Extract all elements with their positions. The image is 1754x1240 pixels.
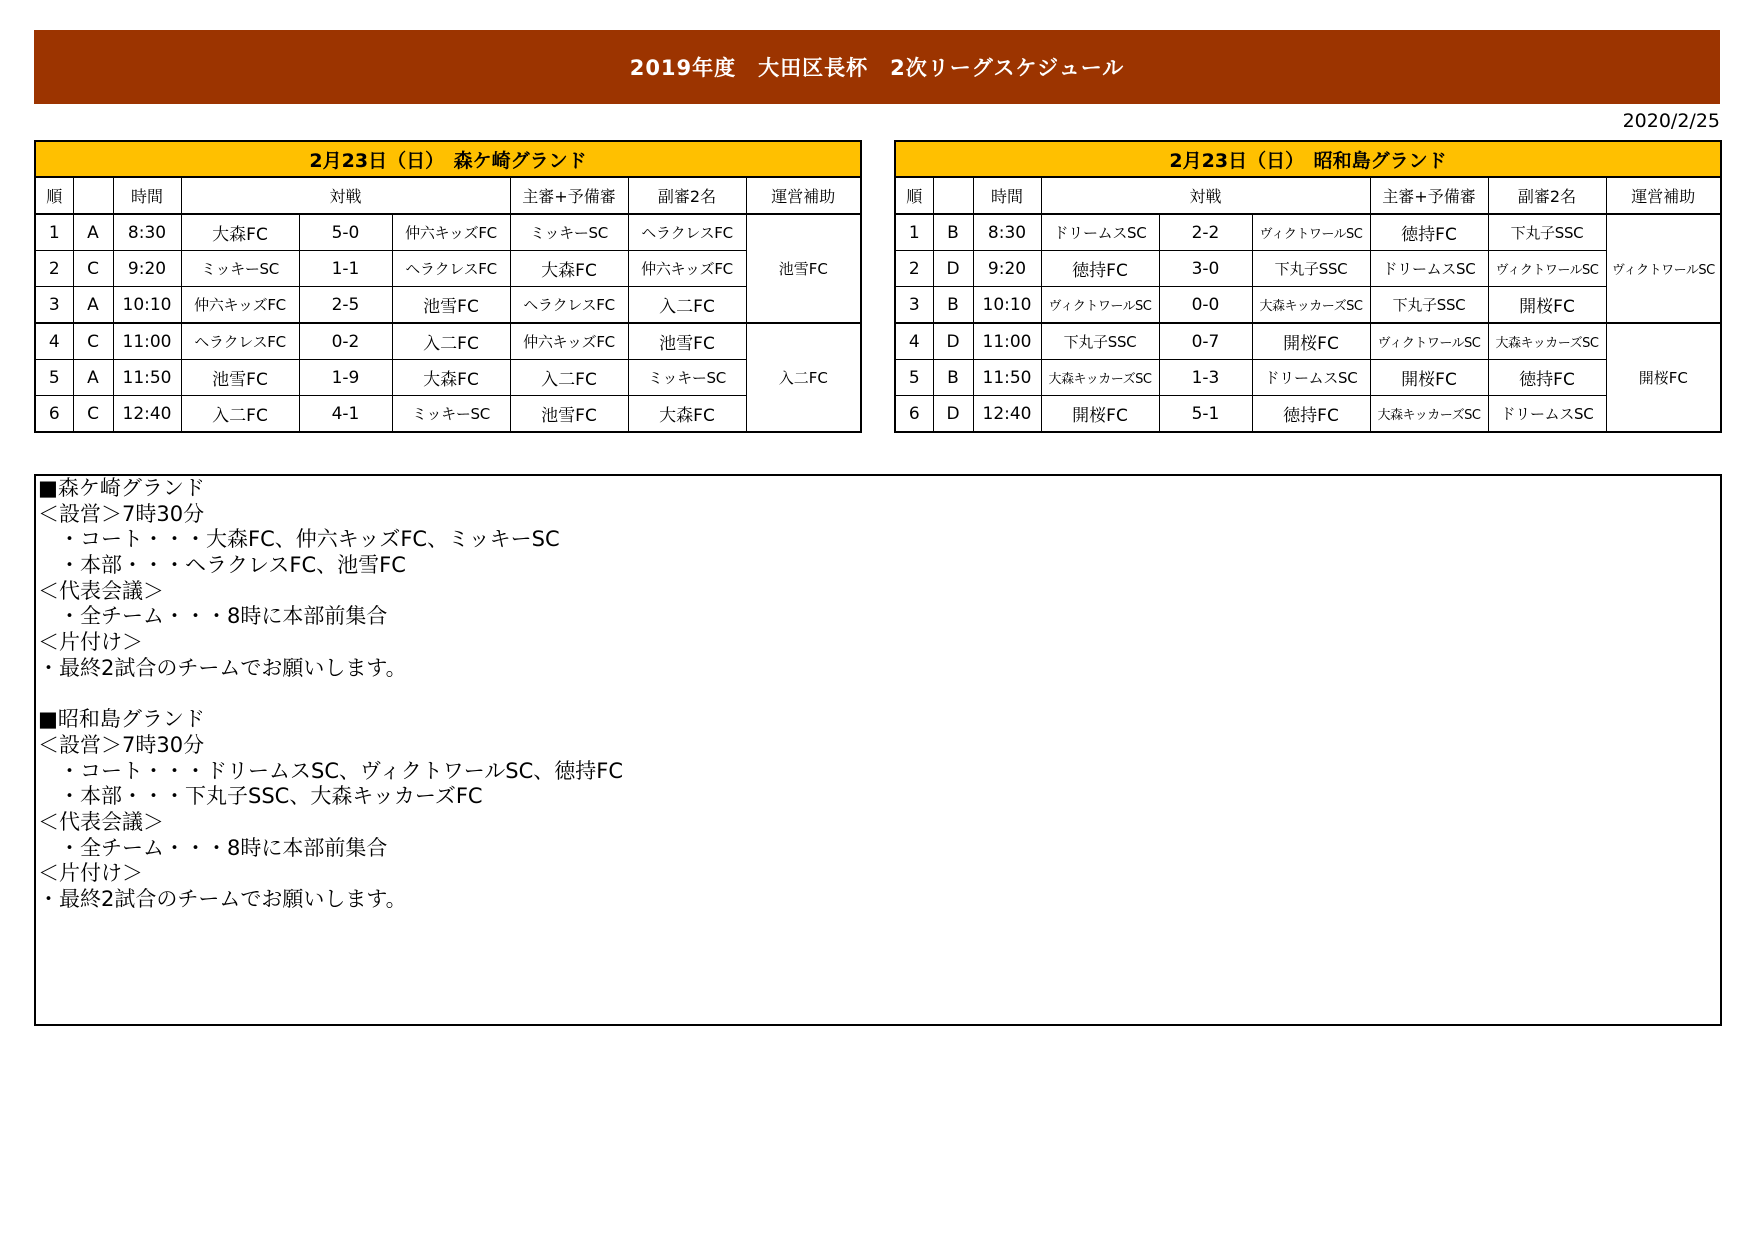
header-time: 時間 (973, 177, 1041, 214)
assistant-referees: 入二FC (628, 287, 746, 324)
match-group: B (933, 214, 973, 251)
support-team: 池雪FC (746, 214, 861, 323)
main-referee: 仲六キッズFC (510, 323, 628, 360)
match-score: 0-2 (299, 323, 392, 360)
table-row (895, 323, 1721, 360)
match-group: A (73, 214, 113, 251)
match-order: 4 (895, 323, 933, 360)
main-referee: 池雪FC (510, 396, 628, 433)
assistant-referees: ヴィクトワールSC (1488, 251, 1606, 287)
table-row (895, 251, 1721, 287)
match-order: 6 (895, 396, 933, 433)
assistant-referees: 徳持FC (1488, 360, 1606, 396)
main-referee: 大森キッカーズSC (1370, 396, 1488, 433)
away-team: ミッキーSC (392, 396, 510, 433)
table-row (35, 360, 861, 396)
away-team: 池雪FC (392, 287, 510, 324)
match-time: 9:20 (973, 251, 1041, 287)
match-group: B (933, 287, 973, 324)
assistant-referees: 池雪FC (628, 323, 746, 360)
notes-line: ・最終2試合のチームでお願いします。 (38, 887, 407, 911)
notes-line: ・コート・・・大森FC、仲六キッズFC、ミッキーSC (38, 527, 560, 552)
header-assistants: 副審2名 (1488, 177, 1606, 214)
match-score: 5-0 (299, 214, 392, 251)
header-referee: 主審+予備審 (510, 177, 628, 214)
match-time: 10:10 (113, 287, 181, 324)
notes-line: ・コート・・・ドリームスSC、ヴィクトワールSC、徳持FC (38, 758, 624, 783)
assistant-referees: 大森FC (628, 396, 746, 433)
assistant-referees: 下丸子SSC (1488, 214, 1606, 251)
match-score: 1-1 (299, 251, 392, 287)
home-team: 仲六キッズFC (181, 287, 299, 324)
header-time: 時間 (113, 177, 181, 214)
home-team: ドリームスSC (1041, 214, 1159, 251)
table-row (895, 360, 1721, 396)
match-time: 11:00 (113, 323, 181, 360)
home-team: 徳持FC (1041, 251, 1159, 287)
ground-title: 2月23日（日） 森ケ崎グランド (35, 141, 861, 177)
away-team: 下丸子SSC (1252, 251, 1370, 287)
match-time: 8:30 (113, 214, 181, 251)
match-order: 2 (895, 251, 933, 287)
notes-line: ＜設営＞7時30分 (38, 732, 205, 757)
match-group: C (73, 396, 113, 433)
match-score: 4-1 (299, 396, 392, 433)
header-support: 運営補助 (746, 177, 861, 214)
match-time: 11:50 (973, 360, 1041, 396)
header-referee: 主審+予備審 (1370, 177, 1488, 214)
match-order: 2 (35, 251, 73, 287)
header-group (73, 177, 113, 214)
match-order: 3 (895, 287, 933, 324)
away-team: ヴィクトワールSC (1252, 214, 1370, 251)
match-order: 1 (895, 214, 933, 251)
match-order: 3 (35, 287, 73, 324)
home-team: 大森FC (181, 214, 299, 251)
match-time: 11:00 (973, 323, 1041, 360)
schedule-table-morigasaki (34, 140, 862, 433)
notes-line: ＜片付け＞ (38, 861, 143, 886)
support-team: 入二FC (746, 323, 861, 432)
match-group: D (933, 396, 973, 433)
header-order: 順 (35, 177, 73, 214)
match-score: 5-1 (1159, 396, 1252, 433)
away-team: 徳持FC (1252, 396, 1370, 433)
assistant-referees: ヘラクレスFC (628, 214, 746, 251)
table-row (35, 287, 861, 324)
home-team: 開桜FC (1041, 396, 1159, 433)
table-row (35, 251, 861, 287)
match-score: 0-7 (1159, 323, 1252, 360)
away-team: ヘラクレスFC (392, 251, 510, 287)
main-referee: ミッキーSC (510, 214, 628, 251)
assistant-referees: ドリームスSC (1488, 396, 1606, 433)
main-referee: ヘラクレスFC (510, 287, 628, 324)
match-order: 4 (35, 323, 73, 360)
assistant-referees: 開桜FC (1488, 287, 1606, 324)
match-group: D (933, 323, 973, 360)
assistant-referees: ミッキーSC (628, 360, 746, 396)
page-title: 2019年度 大田区長杯 2次リーグスケジュール (34, 30, 1720, 104)
match-order: 1 (35, 214, 73, 251)
table-row (895, 214, 1721, 251)
header-order: 順 (895, 177, 933, 214)
header-support: 運営補助 (1606, 177, 1721, 214)
main-referee: 入二FC (510, 360, 628, 396)
table-row (35, 323, 861, 360)
notes-line: ・全チーム・・・8時に本部前集合 (38, 835, 388, 860)
match-time: 10:10 (973, 287, 1041, 324)
table-row (895, 287, 1721, 324)
support-team: 開桜FC (1606, 323, 1721, 432)
table-row (35, 396, 861, 433)
notes-line: ＜片付け＞ (38, 630, 143, 655)
match-score: 0-0 (1159, 287, 1252, 324)
notes-line: ・全チーム・・・8時に本部前集合 (38, 604, 388, 629)
main-referee: 大森FC (510, 251, 628, 287)
document-date: 2020/2/25 (1622, 110, 1720, 132)
home-team: ヘラクレスFC (181, 323, 299, 360)
match-score: 3-0 (1159, 251, 1252, 287)
schedule-table-showajima (894, 140, 1722, 433)
match-group: C (73, 251, 113, 287)
match-group: A (73, 287, 113, 324)
notes-line: ＜代表会議＞ (38, 578, 164, 603)
main-referee: 徳持FC (1370, 214, 1488, 251)
table-row (35, 214, 861, 251)
match-score: 1-3 (1159, 360, 1252, 396)
main-referee: ドリームスSC (1370, 251, 1488, 287)
ground-title: 2月23日（日） 昭和島グランド (895, 141, 1721, 177)
home-team: 入二FC (181, 396, 299, 433)
table-row (895, 396, 1721, 433)
away-team: 大森キッカーズSC (1252, 287, 1370, 324)
away-team: 仲六キッズFC (392, 214, 510, 251)
match-group: A (73, 360, 113, 396)
header-assistants: 副審2名 (628, 177, 746, 214)
notes-line: ・最終2試合のチームでお願いします。 (38, 655, 407, 680)
notes-line: ・本部・・・下丸子SSC、大森キッカーズFC (38, 784, 483, 809)
away-team: 入二FC (392, 323, 510, 360)
home-team: 大森キッカーズSC (1041, 360, 1159, 396)
home-team: 池雪FC (181, 360, 299, 396)
header-match: 対戦 (1041, 177, 1370, 214)
notes-box (34, 474, 1722, 1026)
match-time: 8:30 (973, 214, 1041, 251)
notes-line: ■昭和島グランド (38, 707, 205, 732)
assistant-referees: 仲六キッズFC (628, 251, 746, 287)
home-team: 下丸子SSC (1041, 323, 1159, 360)
match-order: 6 (35, 396, 73, 433)
home-team: ヴィクトワールSC (1041, 287, 1159, 324)
notes-line: ・本部・・・ヘラクレスFC、池雪FC (38, 553, 406, 578)
notes-line: ■森ケ崎グランド (38, 476, 205, 500)
header-group (933, 177, 973, 214)
match-order: 5 (895, 360, 933, 396)
header-match: 対戦 (181, 177, 510, 214)
match-group: C (73, 323, 113, 360)
away-team: ドリームスSC (1252, 360, 1370, 396)
match-group: B (933, 360, 973, 396)
notes-line: ＜代表会議＞ (38, 809, 164, 834)
home-team: ミッキーSC (181, 251, 299, 287)
match-group: D (933, 251, 973, 287)
match-time: 9:20 (113, 251, 181, 287)
notes-line: ＜設営＞7時30分 (38, 501, 205, 526)
away-team: 開桜FC (1252, 323, 1370, 360)
match-score: 1-9 (299, 360, 392, 396)
away-team: 大森FC (392, 360, 510, 396)
match-score: 2-5 (299, 287, 392, 324)
match-time: 12:40 (113, 396, 181, 433)
match-time: 12:40 (973, 396, 1041, 433)
match-order: 5 (35, 360, 73, 396)
notes-blank-line (38, 682, 1718, 708)
match-score: 2-2 (1159, 214, 1252, 251)
match-time: 11:50 (113, 360, 181, 396)
main-referee: 下丸子SSC (1370, 287, 1488, 324)
main-referee: 開桜FC (1370, 360, 1488, 396)
main-referee: ヴィクトワールSC (1370, 323, 1488, 360)
assistant-referees: 大森キッカーズSC (1488, 323, 1606, 360)
support-team: ヴィクトワールSC (1606, 214, 1721, 323)
